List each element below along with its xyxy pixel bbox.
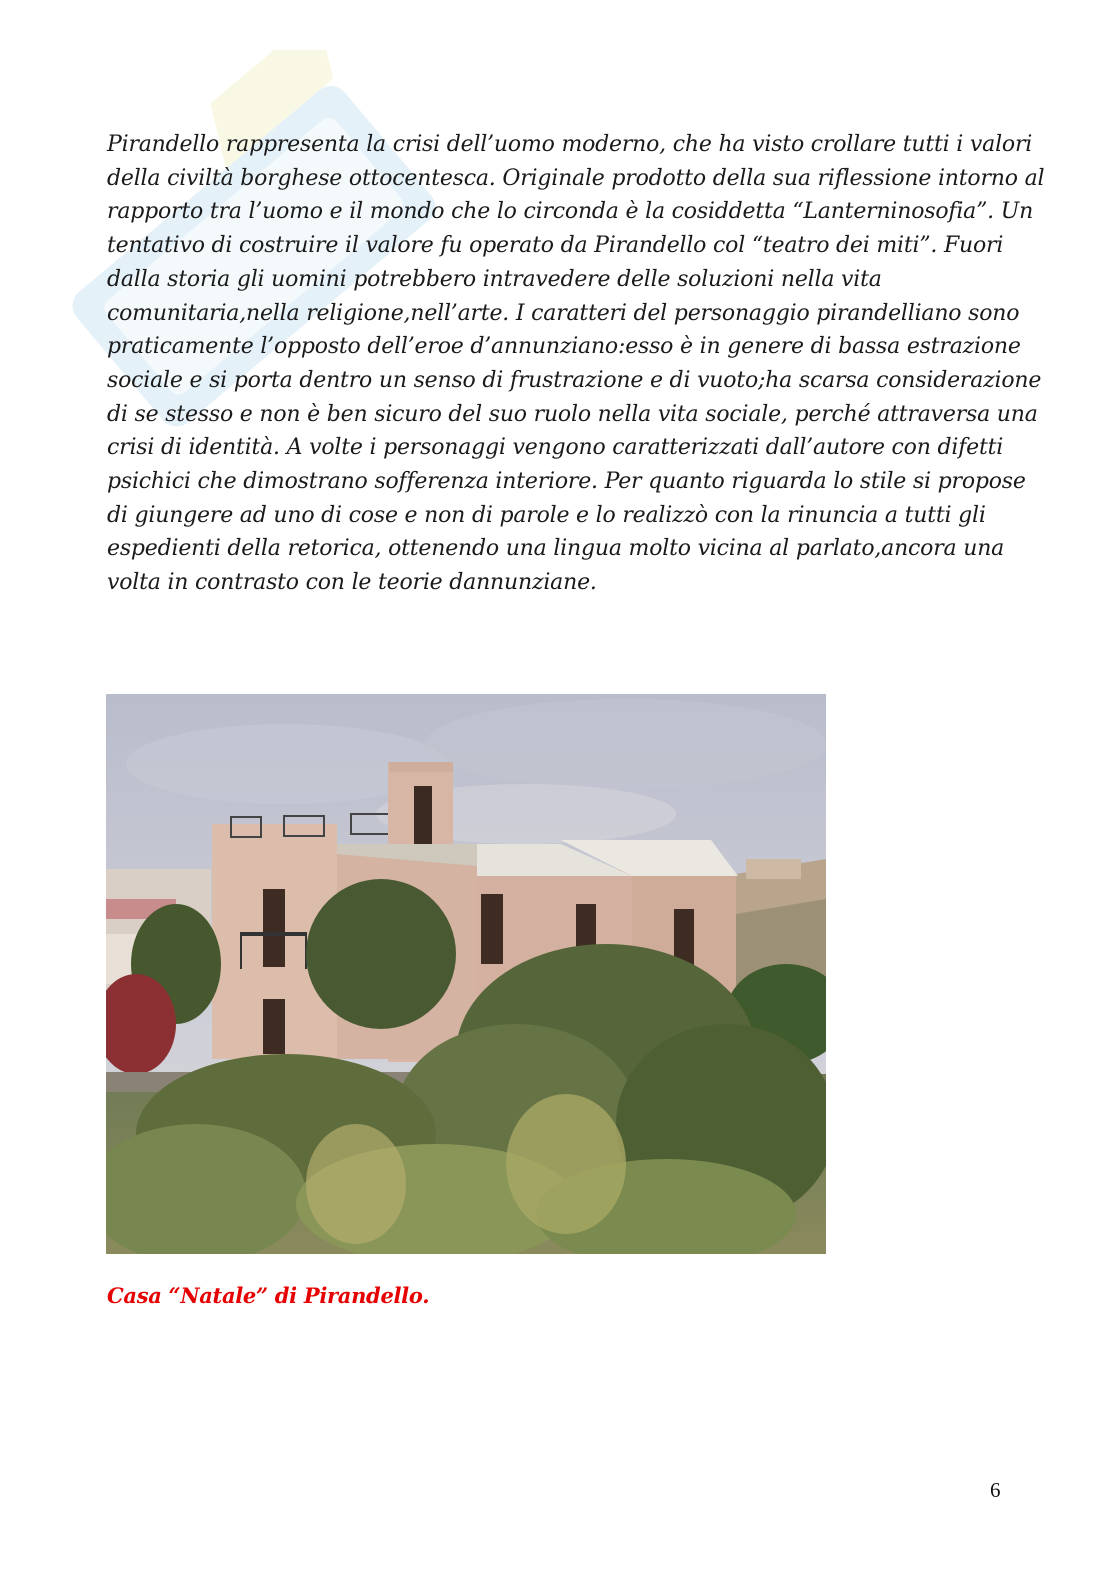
text-line: sociale e si porta dentro un senso di frustrazione e di vuoto;ha scarsa considerazione (107, 367, 1042, 393)
text-line: di se stesso e non è ben sicuro del suo ruolo nella vita sociale, perché attraversa una (107, 401, 1038, 427)
page-number: 6 (990, 1478, 1001, 1502)
figure-caption: Casa “Natale” di Pirandello. (107, 1283, 430, 1308)
text-line: comunitaria,nella religione,nell’arte. I caratteri del personaggio pirandelliano sono (107, 300, 1020, 326)
text-line: volta in contrasto con le teorie dannunziane. (107, 570, 597, 596)
text-line: praticamente l’opposto dell’eroe d’annunziano:esso è in genere di bassa estrazione (107, 334, 1021, 360)
text-line: dalla storia gli uomini potrebbero intravedere delle soluzioni nella vita (107, 266, 882, 292)
text-line: espedienti della retorica, ottenendo una lingua molto vicina al parlato,ancora una (107, 536, 1005, 562)
text-line: di giungere ad uno di cose e non di parole e lo realizzò con la rinuncia a tutti gli (107, 502, 986, 528)
house-photo (106, 694, 826, 1254)
text-line: crisi di identità. A volte i personaggi vengono caratterizzati dall’autore con difetti (107, 435, 1004, 461)
text-line: rapporto tra l’uomo e il mondo che lo circonda è la cosiddetta “Lanterninosofia”. Un (107, 199, 1034, 225)
text-line: Pirandello rappresenta la crisi dell’uomo moderno, che ha visto crollare tutti i valori (107, 132, 1033, 157)
text-line: psichici che dimostrano sofferenza interiore. Per quanto riguarda lo stile si propose (107, 469, 1026, 495)
text-line: tentativo di costruire il valore fu operato da Pirandello col “teatro dei miti”. Fuori (107, 233, 1004, 259)
body-paragraph (107, 128, 1045, 600)
text-line: della civiltà borghese ottocentesca. Originale prodotto della sua riflessione intorno al (107, 165, 1045, 191)
